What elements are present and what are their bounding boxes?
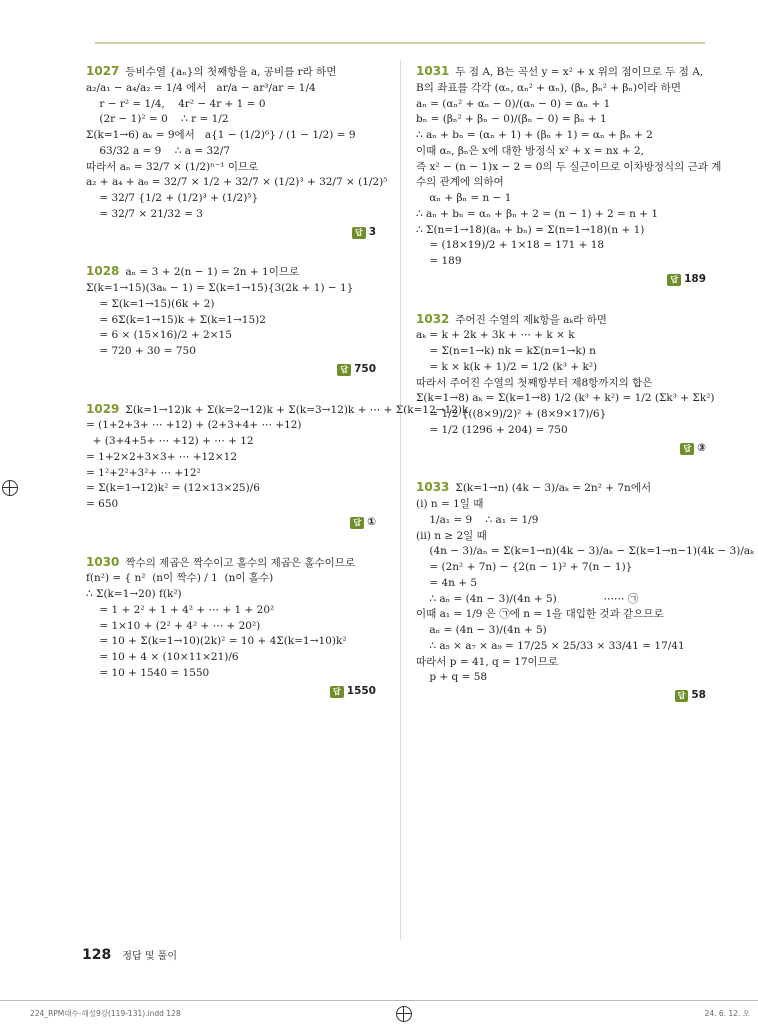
solution-text: αₙ + βₙ = n − 1 [416, 192, 512, 204]
solution-line [416, 670, 706, 686]
solution-line [86, 634, 376, 650]
solution-text: = 6Σ(k=1→15)k + Σ(k=1→15)2 [86, 313, 266, 326]
solution-line [416, 254, 706, 270]
solution-line [86, 553, 376, 572]
solution-text: = 650 [86, 498, 119, 510]
problem-1028 [86, 262, 376, 377]
solution-text: = 720 + 30 = 750 [86, 345, 196, 357]
solution-line [86, 400, 469, 419]
answer [86, 684, 376, 700]
solution-line [416, 639, 706, 655]
answer [86, 515, 376, 531]
solution-line [416, 191, 706, 207]
solution-line [416, 407, 706, 423]
solution-line [86, 666, 376, 682]
solution-line [416, 97, 706, 113]
solution-line [416, 62, 706, 81]
answer-badge-icon: 답 [350, 517, 364, 529]
trim-line [0, 1000, 758, 1001]
solution-line [416, 328, 706, 344]
solution-line [416, 112, 706, 128]
answer-value: 58 [691, 689, 706, 701]
solution-text: = 10 + Σ(k=1→10)(2k)² = 10 + 4Σ(k=1→10)k² [86, 635, 347, 648]
solution-text: = 6 × (15×16)/2 + 2×15 [86, 329, 232, 342]
solution-text: Σ(k=1→12)k + Σ(k=2→12)k + Σ(k=3→12)k + ⋯ + Σ(k=12→12)k [125, 403, 469, 416]
solution-line [416, 423, 706, 439]
solution-line [86, 144, 376, 160]
solution-line [416, 560, 706, 576]
solution-text: = Σ(n=1→k) nk = kΣ(n=1→k) n [416, 345, 596, 357]
solution-line [416, 529, 706, 545]
solution-text: ∴ aₙ = (4n − 3)/(4n + 5) ⋯⋯ ㉠ [416, 592, 639, 605]
solution-text: Σ(k=1→n) (4k − 3)/aₖ = 2n² + 7n에서 [455, 482, 652, 495]
problem-number: 1030 [86, 554, 120, 569]
solution-text: ∴ a₅ × a₇ × a₉ = 17/25 × 25/33 × 33/41 = 17/41 [416, 639, 685, 652]
solution-line [86, 81, 376, 97]
column-divider [400, 60, 401, 940]
solution-text: aₖ = k + 2k + 3k + ⋯ + k × k [416, 329, 575, 342]
solution-line [416, 391, 715, 407]
solution-text: 63/32 a = 9 ∴ a = 32/7 [86, 144, 231, 157]
page-number: 128 [82, 947, 112, 963]
solution-line [86, 128, 376, 144]
solution-text: = 1/2 (1296 + 204) = 750 [416, 423, 568, 436]
answer-badge-icon: 답 [330, 686, 344, 698]
print-slug: 224_RPM대수-해설9강(119-131).indd 128 [30, 1009, 181, 1018]
answer [416, 441, 706, 457]
registration-mark-icon [2, 480, 18, 496]
solution-line [416, 207, 706, 223]
answer-badge-icon: 답 [352, 227, 366, 239]
solution-text: + (3+4+5+ ⋯ +12) + ⋯ + 12 [86, 435, 254, 447]
solution-line [86, 434, 376, 450]
solution-text: r − r² = 1/4, 4r² − 4r + 1 = 0 [86, 97, 266, 110]
solution-text: B의 좌표를 각각 (αₙ, αₙ² + αₙ), (βₙ, βₙ² + βₙ)이라 하면 [416, 81, 682, 94]
solution-line [416, 344, 706, 360]
solution-text: (ii) n ≥ 2일 때 [416, 529, 487, 542]
problem-number: 1033 [416, 480, 450, 495]
solution-text: = (1+2+3+ ⋯ +12) + (2+3+4+ ⋯ +12) [86, 419, 302, 432]
solution-text: a₂/a₁ − a₄/a₂ = 1/4 에서 ar/a − ar³/ar = 1/4 [86, 81, 316, 94]
solution-line [416, 607, 706, 623]
solution-text: 이때 αₙ, βₙ은 x에 대한 방정식 x² + x = nx + 2, [416, 144, 644, 157]
problem-number: 1032 [416, 311, 450, 326]
solution-text: = 10 + 4 × (10×11×21)/6 [86, 651, 239, 663]
answer-badge-icon: 답 [337, 364, 351, 376]
solution-line [416, 513, 706, 529]
solution-line [86, 262, 376, 281]
solution-line [86, 497, 376, 513]
solution-text: = k × k(k + 1)/2 = 1/2 (k³ + k²) [416, 360, 598, 373]
solution-text: a₂ + a₄ + a₆ = 32/7 × 1/2 + 32/7 × (1/2)³ + 32/7 × (1/2)⁵ [86, 176, 388, 189]
solution-text: 짝수의 제곱은 짝수이고 홀수의 제곱은 홀수이므로 [125, 556, 356, 569]
solution-line [86, 62, 376, 81]
solution-text: f(n²) = { n² (n이 짝수) / 1 (n이 홀수) [86, 572, 274, 585]
problem-1031 [416, 62, 722, 288]
solution-line [416, 160, 722, 176]
problem-1027 [86, 62, 388, 240]
solution-text: 두 점 A, B는 곡선 y = x² + x 위의 점이므로 두 점 A, [455, 66, 704, 78]
solution-text: 수의 관계에 의하여 [416, 176, 504, 189]
answer [416, 688, 706, 704]
solution-text: = 1 + 2² + 1 + 4² + ⋯ + 1 + 20² [86, 603, 275, 616]
solution-text: 즉 x² − (n − 1)x − 2 = 0의 두 실근이므로 이차방정식의 근과 계 [416, 160, 722, 173]
answer-value: ③ [697, 441, 706, 454]
solution-line [416, 223, 706, 239]
solution-line [86, 619, 376, 635]
solution-line [416, 128, 706, 144]
solution-line [416, 175, 706, 191]
solution-line [86, 603, 376, 619]
answer-value: 750 [354, 362, 376, 375]
problem-number: 1028 [86, 264, 120, 279]
solution-line [416, 144, 706, 160]
right-column [416, 62, 754, 726]
top-rule [95, 42, 705, 44]
solution-text: p + q = 58 [416, 671, 488, 684]
solution-line [86, 466, 376, 482]
solution-text: Σ(k=1→8) aₖ = Σ(k=1→8) 1/2 (k³ + k²) = 1/2 (Σk³ + Σk²) [416, 392, 715, 405]
answer-value: ① [367, 515, 376, 528]
problem-1030 [86, 553, 376, 700]
solution-line [86, 297, 376, 313]
problem-number: 1029 [86, 401, 120, 416]
solution-line [416, 310, 706, 329]
solution-line [86, 587, 376, 603]
solution-text: aₙ = 3 + 2(n − 1) = 2n + 1이므로 [125, 266, 300, 279]
solution-text: ∴ Σ(n=1→18)(aₙ + bₙ) = Σ(n=1→18)(n + 1) [416, 223, 645, 236]
answer-value: 189 [684, 272, 706, 285]
solution-text: = 10 + 1540 = 1550 [86, 666, 210, 679]
solution-line [86, 328, 376, 344]
answer [86, 362, 376, 378]
answer-value: 3 [368, 225, 376, 238]
solution-text: = 32/7 {1/2 + (1/2)³ + (1/2)⁵} [86, 192, 259, 204]
print-date: 24. 6. 12. 오 [704, 1009, 750, 1018]
solution-text: aₙ = (4n − 3)/(4n + 5) [416, 624, 547, 636]
solution-text: = 32/7 × 21/32 = 3 [86, 207, 203, 220]
solution-text: = Σ(k=1→12)k² = (12×13×25)/6 [86, 482, 260, 495]
answer-badge-icon: 답 [675, 690, 689, 702]
solution-line [416, 360, 706, 376]
solution-text: = 1+2×2+3×3+ ⋯ +12×12 [86, 450, 238, 463]
footer-label: 정답 및 풀이 [122, 951, 177, 962]
solution-text: = 1×10 + (2² + 4² + ⋯ + 20²) [86, 619, 261, 632]
solution-line [416, 544, 754, 560]
solution-line [416, 81, 706, 97]
solution-text: ∴ aₙ + bₙ = αₙ + βₙ + 2 = (n − 1) + 2 = n + 1 [416, 207, 659, 220]
solution-line [416, 655, 706, 671]
solution-text: = Σ(k=1→15)(6k + 2) [86, 297, 215, 310]
answer-badge-icon: 답 [667, 274, 681, 286]
solution-text: 등비수열 {aₙ}의 첫째항을 a, 공비를 r라 하면 [125, 66, 337, 78]
solution-line [86, 481, 376, 497]
solution-line [86, 281, 376, 297]
solution-text: = 1²+2²+3²+ ⋯ +12² [86, 466, 201, 479]
solution-text: 주어진 수열의 제k항을 aₖ라 하면 [455, 313, 607, 326]
solution-line [86, 112, 376, 128]
solution-text: (2r − 1)² = 0 ∴ r = 1/2 [86, 113, 229, 126]
solution-text: ∴ aₙ + bₙ = (αₙ + 1) + (βₙ + 1) = αₙ + βₙ + 2 [416, 129, 653, 141]
problem-1033 [416, 478, 754, 704]
solution-text: ∴ Σ(k=1→20) f(k²) [86, 588, 182, 600]
solution-line [86, 571, 376, 587]
solution-text: 따라서 p = 41, q = 17이므로 [416, 655, 558, 668]
solution-text: (4n − 3)/aₙ = Σ(k=1→n)(4k − 3)/aₖ − Σ(k=1→n−1)(4k − 3)/aₖ [416, 545, 754, 558]
solution-text: = (2n² + 7n) − {2(n − 1)² + 7(n − 1)} [416, 561, 633, 573]
solution-text: bₙ = (βₙ² + βₙ − 0)/(βₙ − 0) = βₙ + 1 [416, 113, 607, 126]
solution-line [86, 650, 376, 666]
solution-line [416, 497, 706, 513]
solution-line [86, 97, 376, 113]
solution-line [416, 376, 706, 392]
solution-line [86, 207, 376, 223]
solution-line [416, 623, 706, 639]
problem-1032 [416, 310, 715, 457]
solution-text: 이때 a₁ = 1/9 은 ㉠에 n = 1을 대입한 것과 같으므로 [416, 608, 664, 621]
solution-text: = 189 [416, 255, 462, 267]
solution-line [86, 160, 376, 176]
solution-text: = 4n + 5 [416, 576, 478, 589]
solution-line [86, 191, 376, 207]
problem-number: 1031 [416, 64, 450, 78]
solution-text: 따라서 주어진 수열의 첫째항부터 제8항까지의 합은 [416, 376, 653, 389]
solution-line [416, 592, 706, 608]
solution-line [86, 450, 376, 466]
solution-text: = 1/2 {((8×9)/2)² + (8×9×17)/6} [416, 408, 607, 420]
answer [416, 272, 706, 288]
solution-line [86, 344, 376, 360]
solution-line [86, 313, 376, 329]
answer-badge-icon: 답 [680, 443, 694, 455]
solution-line [86, 175, 388, 191]
solution-line [86, 418, 376, 434]
page-footer [82, 944, 177, 963]
solution-line [416, 576, 706, 592]
solution-text: = (18×19)/2 + 1×18 = 171 + 18 [416, 239, 605, 252]
problem-number: 1027 [86, 64, 120, 78]
solution-text: Σ(k=1→15)(3aₖ − 1) = Σ(k=1→15){3(2k + 1) − 1} [86, 282, 354, 294]
solution-text: 1/a₁ = 9 ∴ a₁ = 1/9 [416, 513, 539, 526]
registration-mark-icon [396, 1006, 412, 1022]
solution-text: 따라서 aₙ = 32/7 × (1/2)ⁿ⁻¹ 이므로 [86, 160, 259, 173]
solution-line [416, 238, 706, 254]
solution-line [416, 478, 706, 497]
answer [86, 225, 376, 241]
solution-text: Σ(k=1→6) aₖ = 9에서 a{1 − (1/2)⁶} / (1 − 1/2) = 9 [86, 129, 356, 141]
solution-text: aₙ = (αₙ² + αₙ − 0)/(αₙ − 0) = αₙ + 1 [416, 97, 611, 110]
answer-value: 1550 [346, 684, 376, 697]
solution-text: (i) n = 1일 때 [416, 498, 484, 510]
